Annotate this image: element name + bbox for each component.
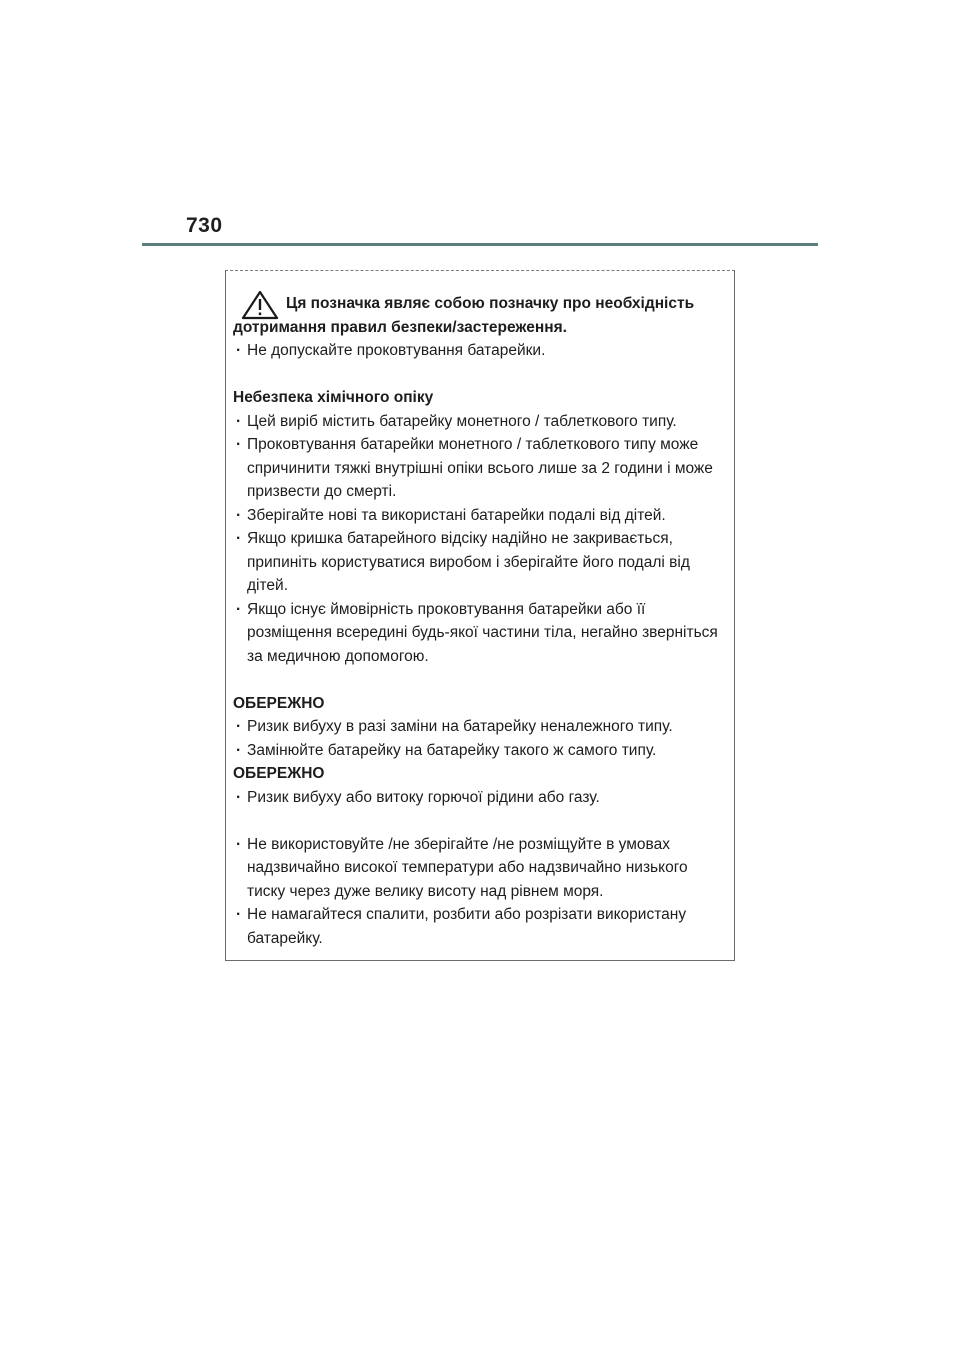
bullet-dot: · [236,718,242,735]
list-item [233,833,723,904]
list-item [233,715,723,739]
bullet-dot: · [236,741,242,759]
list-item [233,903,723,950]
bullet-text: Якщо кришка батарейного відсіку надійно не закривається, припиніть користуватися виробом і зберігайте його подалі від дітей. [247,530,690,594]
section-heading-caution: ОБЕРЕЖНО [233,765,325,782]
list-item [233,786,723,810]
bullet-dot: · [236,600,242,618]
list-item [233,504,723,528]
bullet-dot: · [236,342,242,359]
bullet-text: Не використовуйте /не зберігайте /не розміщуйте в умовах надзвичайно високої температури або надзвичайно низького тиску через дуже велику висоту над рівнем моря. [247,835,688,900]
bullet-dot: · [236,906,242,923]
bullet-text: Замінюйте батарейку на батарейку такого ж самого типу. [247,741,657,759]
bullet-text: Не допускайте проковтування батарейки. [247,342,546,359]
bullet-text: Ризик вибуху або витоку горючої рідини або газу. [247,788,600,806]
page-number: 730 [186,214,223,237]
bullet-text: Проковтування батарейки монетного / таблеткового типу може спричинити тяжкі внутрішні опіки всього лише за 2 години і може призвести до смерті. [247,436,713,500]
list-item [233,410,723,434]
header-rule [142,243,818,246]
bullet-text: Ризик вибуху в разі заміни на батарейку неналежного типу. [247,718,673,735]
bullet-text: Якщо існує ймовірність проковтування батарейки або її розміщення всередині будь-якої частини тіла, негайно зверніться за медичною допомогою. [247,600,718,665]
list-item [233,598,723,669]
list-item [233,433,723,504]
bullet-dot: · [236,835,242,853]
bullet-dot: · [236,436,242,453]
list-item [233,739,723,763]
warning-content [233,292,723,950]
bullet-dot: · [236,412,242,430]
bullet-text: Зберігайте нові та використані батарейки подалі від дітей. [247,506,666,524]
bullet-dot: · [236,506,242,524]
list-item [233,527,723,598]
section-heading-caution: ОБЕРЕЖНО [233,694,325,712]
section-heading-chemical-burn: Небезпека хімічного опіку [233,389,434,406]
warning-triangle-icon [240,290,280,320]
warning-intro [233,292,723,316]
bullet-text: Цей виріб містить батарейку монетного / таблеткового типу. [247,412,677,430]
bullet-text: Не намагайтеся спалити, розбити або розрізати використану батарейку. [247,906,687,947]
warning-intro-line1: Ця позначка являє собою позначку про необхідність [286,295,695,312]
bullet-dot: · [236,788,242,806]
warning-intro-line2: дотримання правил безпеки/застереження. [233,318,567,336]
list-item [233,339,723,363]
bullet-dot: · [236,530,242,547]
